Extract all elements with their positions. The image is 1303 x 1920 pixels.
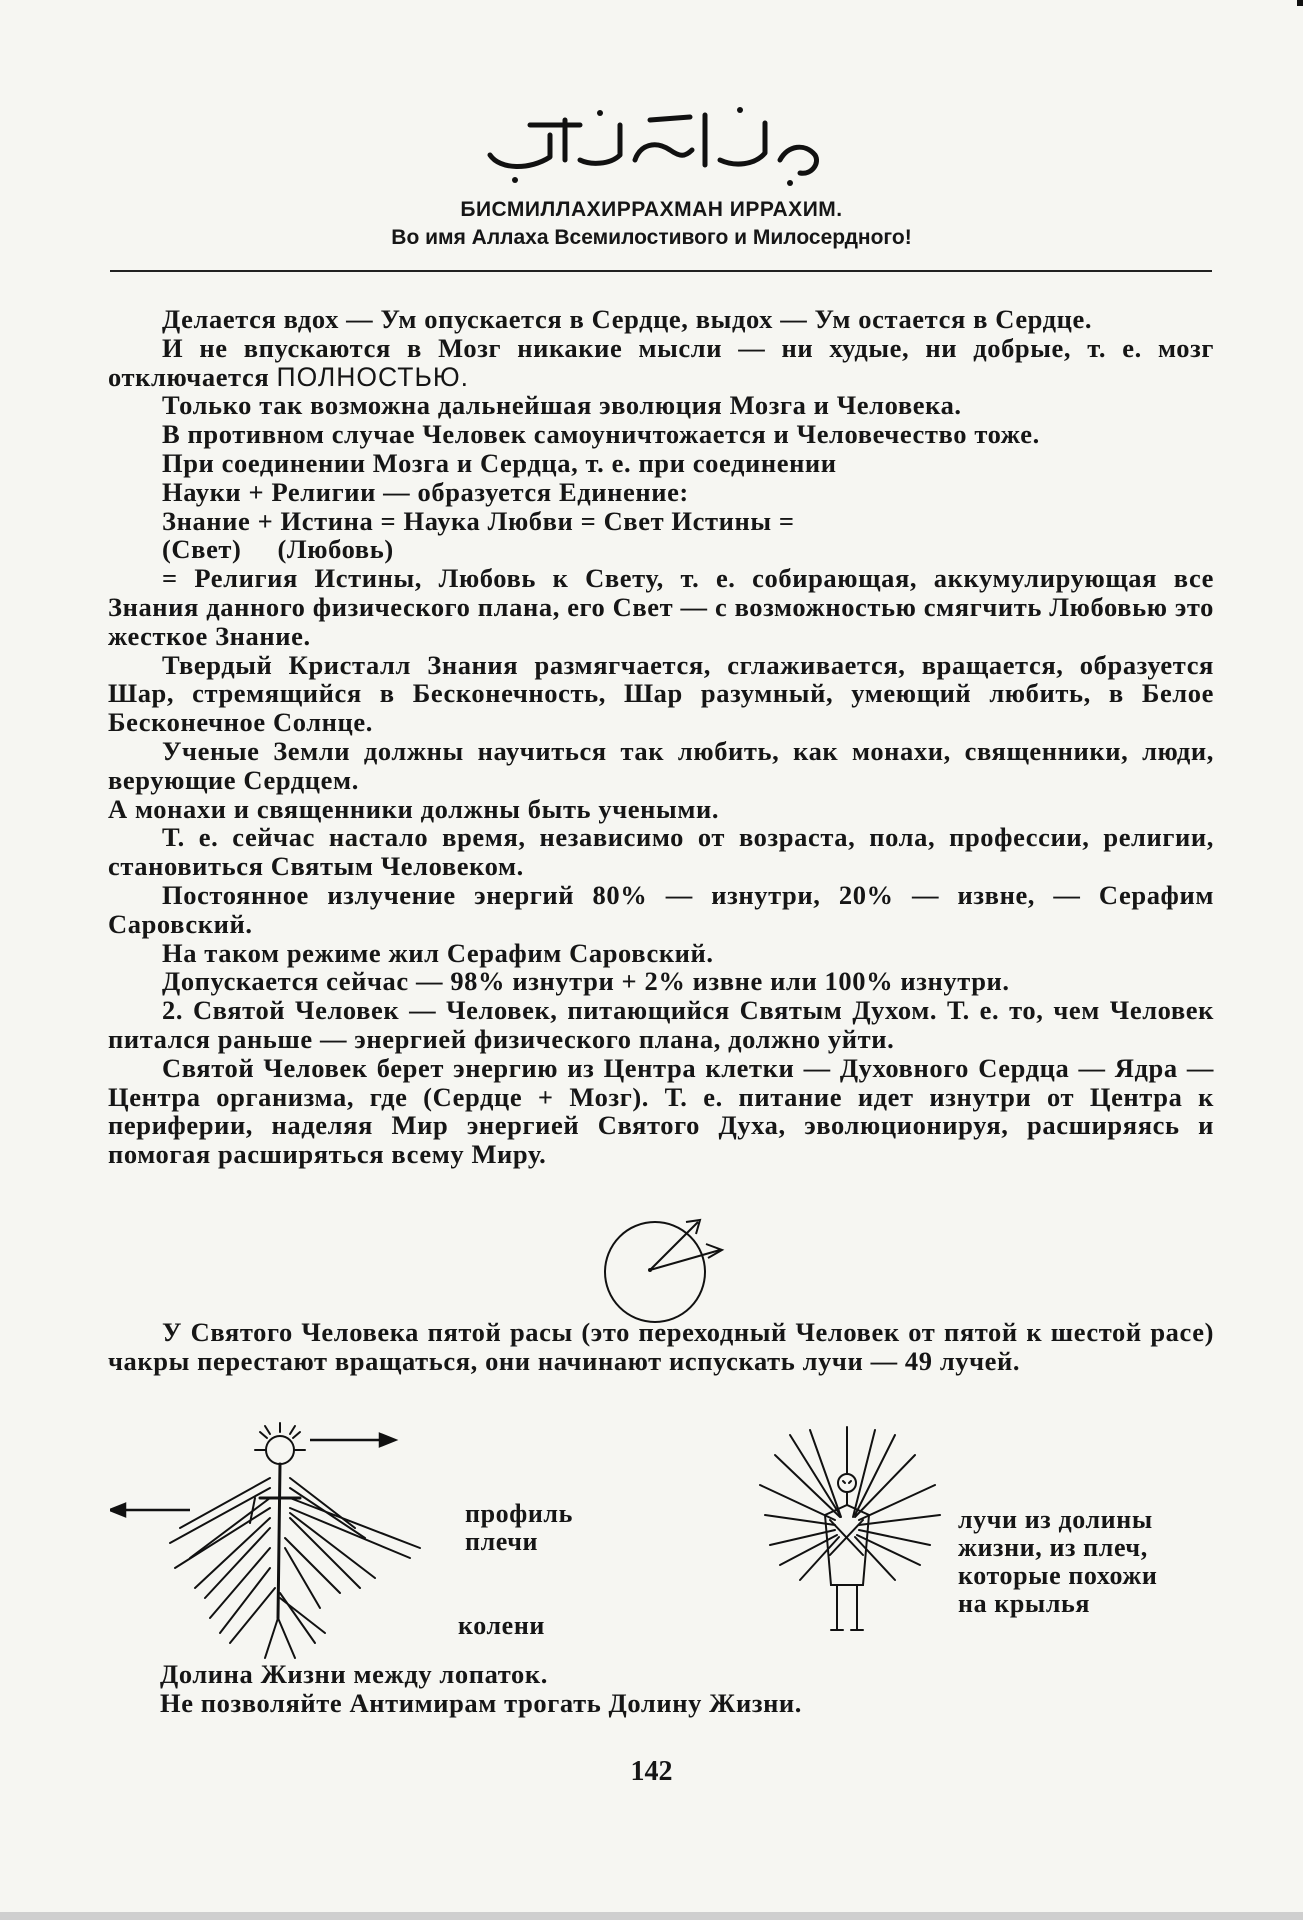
label-rays-2: жизни, из плеч, — [958, 1533, 1148, 1562]
arabic-calligraphy — [470, 95, 840, 190]
paragraph: Ученые Земли должны научиться так любить, как монахи, священники, люди, верующие Сердцем. — [108, 735, 1214, 795]
subscript-light: (Свет) — [162, 534, 242, 565]
paragraph: Т. е. сейчас настало время, независимо от возраста, пола, профессии, религии, становиться Святым Человеком. — [108, 822, 1214, 882]
paragraph: Науки + Религии — образуется Единение: — [162, 476, 689, 507]
paragraph: = Религия Истины, Любовь к Свету, т. е. собирающая, аккумулирующая все Знания данного физического плана, его Свет — с возможностью смягчить Любовью это жесткое Знание. — [108, 563, 1214, 651]
paragraph: При соединении Мозга и Сердца, т. е. при соединении — [162, 447, 837, 478]
paragraph: Знание + Истина = Наука Любви = Свет Истины = — [162, 505, 795, 536]
label-rays-3: которые похожи — [958, 1561, 1158, 1590]
paragraph: На таком режиме жил Серафим Саровский. — [162, 937, 714, 968]
closing-lines — [160, 1660, 1060, 1718]
label-knees: колени — [458, 1611, 545, 1640]
header-title: БИСМИЛЛАХИРРАХМАН ИРРАХИМ. — [460, 198, 843, 221]
paragraph — [108, 334, 1214, 392]
label-profile: профиль — [465, 1499, 573, 1528]
header-divider — [110, 270, 1212, 272]
paragraph: У Святого Человека пятой расы (это переходный Человек от пятой к шестой расе) чакры перестают вращаться, они начинают испускать лучи — 49 лучей. — [108, 1317, 1214, 1376]
page-number: 142 — [630, 1756, 673, 1787]
paragraph-subscripts — [108, 535, 1214, 564]
svg-text:بِسْمِ ٱللَّهِ ٱلرَّحْمَٰنِ ٱل: بِسْمِ ٱللَّهِ ٱلرَّحْمَٰنِ ٱلرَّحِيمِ — [649, 183, 661, 184]
paragraph: А монахи и священники должны быть учеными. — [108, 793, 720, 824]
paragraph: Делается вдох — Ум опускается в Сердце, выдох — Ум остается в Сердце. — [162, 304, 1093, 334]
label-rays-1: лучи из долины — [958, 1505, 1153, 1534]
paragraph: Постоянное излучение энергий 80% — изнутри, 20% — извне, — Серафим Саровский. — [108, 879, 1214, 939]
wings-figure-drawing — [755, 1425, 945, 1645]
profile-figure-drawing — [110, 1418, 440, 1668]
header-subtitle: Во имя Аллаха Всемилостивого и Милосердного! — [391, 226, 912, 249]
paragraph-text: И не впускаются в Мозг никакие мысли — ни худые, ни добрые, т. е. мозг отключается — [108, 332, 1214, 392]
paragraph: Допускается сейчас — 98% изнутри + 2% извне или 100% изнутри. — [162, 966, 1010, 997]
label-shoulders: плечи — [465, 1527, 539, 1556]
main-text — [108, 305, 1214, 1169]
subscript-love: (Любовь) — [277, 534, 394, 565]
circle-arrows-diagram — [590, 1200, 730, 1325]
paragraph: 2. Святой Человек — Человек, питающийся Святым Духом. Т. е. то, чем Человек питался раньше — энергией физического плана, должно уйти. — [108, 995, 1214, 1054]
paragraph: В противном случае Человек самоуничтожается и Человечество тоже. — [162, 419, 1040, 450]
paragraph: Твердый Кристалл Знания размягчается, сглаживается, вращается, образуется Шар, стремящийся в Бесконечность, Шар разумный, умеющий любить, в Белое Бесконечное Солнце. — [108, 649, 1214, 738]
rays-paragraph-block — [108, 1318, 1214, 1376]
scan-bottom-edge — [0, 1912, 1303, 1920]
basmala-calligraphy-image — [470, 95, 840, 190]
label-rays-4: на крылья — [958, 1589, 1091, 1618]
paragraph: Святой Человек берет энергию из Центра клетки — Духовного Сердца — Ядра — Центра организма, где (Сердце + Мозг). Т. е. питание идет изнутри от Центра к периферии, наделяя Мир энергией Святого Духа, эволюционируя, расширяясь и помогая расширяться всему Миру. — [108, 1052, 1214, 1170]
emphasis-text: ПОЛНОСТЬЮ. — [276, 361, 470, 392]
scan-corner-mark — [1297, 0, 1303, 6]
closing-line: Долина Жизни между лопаток. — [160, 1659, 548, 1689]
closing-line: Не позволяйте Антимирам трогать Долину Жизни. — [160, 1688, 803, 1718]
paragraph: Только так возможна дальнейшая эволюция Мозга и Человека. — [162, 390, 962, 421]
